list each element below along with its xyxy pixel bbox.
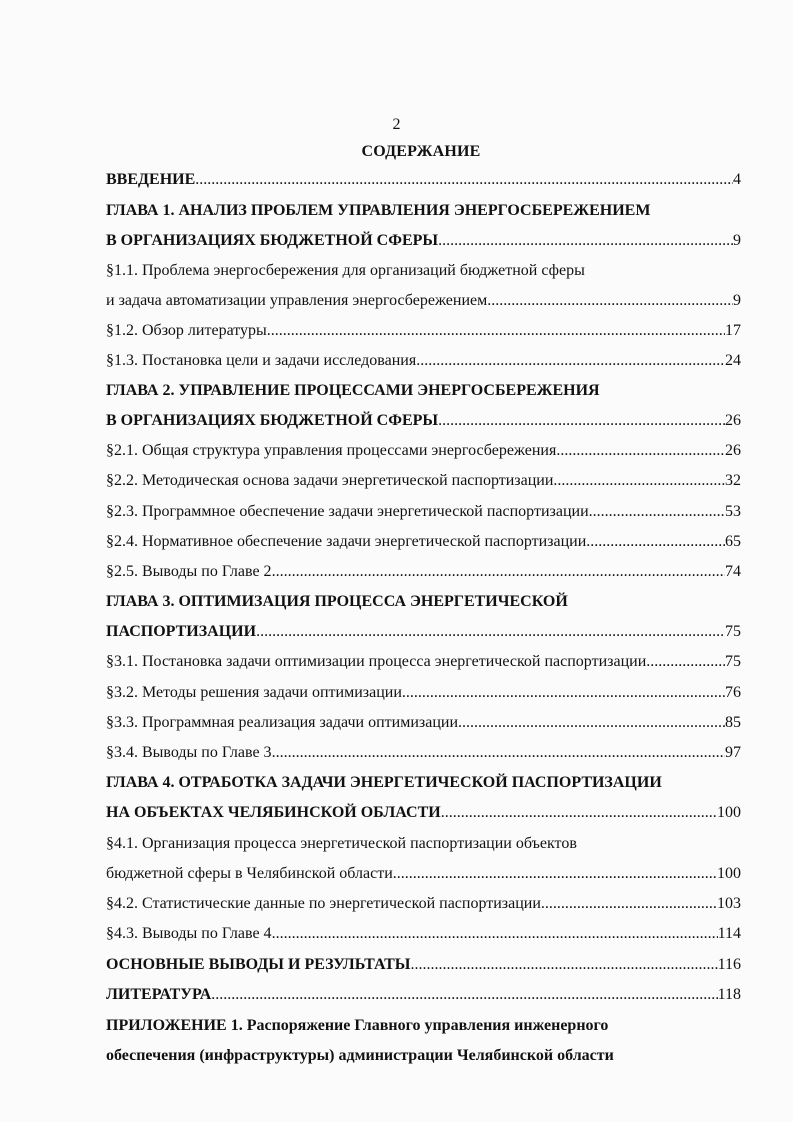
toc-leader-dots	[211, 984, 717, 1006]
toc-leader-dots	[646, 651, 725, 673]
toc-leader-dots	[195, 169, 733, 191]
toc-leader-dots	[553, 470, 725, 492]
page-title: СОДЕРЖАНИЕ	[361, 143, 481, 160]
toc-entry-text: ГЛАВА 4. ОТРАБОТКА ЗАДАЧИ ЭНЕРГЕТИЧЕСКОЙ ПАСПОРТИЗАЦИИ	[106, 774, 662, 791]
toc-entry-page: 4	[733, 171, 741, 188]
toc-entry-page: 75	[725, 653, 741, 670]
toc-leader-dots	[487, 290, 733, 312]
toc-chapter-4-heading-cont[interactable]	[106, 802, 741, 824]
toc-leader-dots	[256, 621, 725, 643]
toc-section-3-3[interactable]	[106, 712, 741, 734]
toc-entry-text: §3.2. Методы решения задачи оптимизации	[106, 684, 402, 701]
toc-entry-text: ВВЕДЕНИЕ	[106, 171, 196, 188]
toc-section-4-3[interactable]	[106, 923, 741, 945]
toc-section-1-3[interactable]	[106, 350, 741, 372]
toc-appendix-line-2: обеспечения (инфраструктуры) администрации Челябинской области	[106, 1047, 614, 1064]
toc-entry-page: 74	[725, 563, 741, 580]
toc-entry-page: 75	[725, 623, 741, 640]
toc-leader-dots	[272, 923, 718, 945]
toc-section-4-1-cont[interactable]	[106, 863, 741, 885]
toc-entry-text: §2.2. Методическая основа задачи энергетической паспортизации	[106, 472, 554, 489]
toc-leader-dots	[410, 954, 717, 976]
toc-entry-page: 100	[717, 865, 741, 882]
toc-leader-dots	[586, 531, 725, 553]
toc-entry-text: бюджетной сферы в Челябинской области	[106, 865, 393, 882]
toc-leader-dots	[556, 440, 725, 462]
toc-section-3-4[interactable]	[106, 742, 741, 764]
toc-section-3-1[interactable]	[106, 651, 741, 673]
toc-entry-page: 85	[725, 714, 741, 731]
toc-entry-text: В ОРГАНИЗАЦИЯХ БЮДЖЕТНОЙ СФЕРЫ	[106, 412, 439, 429]
toc-entry-page: 76	[725, 684, 741, 701]
toc-entry-page: 97	[725, 744, 741, 761]
toc-section-4-2[interactable]	[106, 893, 741, 915]
toc-appendix-1-cont[interactable]	[106, 1045, 746, 1067]
toc-entry-page: 116	[717, 956, 741, 973]
toc-leader-dots	[589, 501, 725, 523]
toc-entry-page: 65	[725, 533, 741, 550]
toc-section-2-1[interactable]	[106, 440, 741, 462]
toc-entry-text: §3.3. Программная реализация задачи оптимизации	[106, 714, 459, 731]
toc-entry-text: НА ОБЪЕКТАХ ЧЕЛЯБИНСКОЙ ОБЛАСТИ	[106, 804, 441, 821]
toc-section-4-1[interactable]	[106, 833, 741, 855]
toc-chapter-1-heading[interactable]	[106, 200, 741, 222]
toc-entry-text: §4.2. Статистические данные по энергетической паспортизации	[106, 895, 541, 912]
toc-leader-dots	[272, 742, 725, 764]
toc-appendix-1[interactable]	[106, 1015, 746, 1037]
toc-chapter-1-heading-cont[interactable]	[106, 230, 741, 252]
toc-entry-page: 24	[725, 352, 741, 369]
toc-entry-conclusions[interactable]	[106, 954, 741, 976]
toc-entry-text: ГЛАВА 3. ОПТИМИЗАЦИЯ ПРОЦЕССА ЭНЕРГЕТИЧЕСКОЙ	[106, 593, 568, 610]
toc-entry-text: ОСНОВНЫЕ ВЫВОДЫ И РЕЗУЛЬТАТЫ	[106, 956, 411, 973]
toc-chapter-2-heading[interactable]	[106, 380, 741, 402]
toc-entry-text: §2.3. Программное обеспечение задачи энергетической паспортизации	[106, 503, 589, 520]
toc-entry-introduction[interactable]	[106, 169, 741, 191]
toc-leader-dots	[441, 802, 717, 824]
toc-appendix-line-1: ПРИЛОЖЕНИЕ 1. Распоряжение Главного управления инженерного	[106, 1017, 609, 1034]
toc-leader-dots	[393, 863, 717, 885]
toc-entry-text: §3.4. Выводы по Главе 3	[106, 744, 272, 761]
toc-chapter-3-heading-cont[interactable]	[106, 621, 741, 643]
toc-entry-page: 32	[725, 472, 741, 489]
toc-section-1-1[interactable]	[106, 260, 741, 282]
toc-entry-text: §4.3. Выводы по Главе 4	[106, 925, 272, 942]
toc-leader-dots	[541, 893, 717, 915]
toc-section-2-5[interactable]	[106, 561, 741, 583]
toc-entry-text: ПАСПОРТИЗАЦИИ	[106, 623, 257, 640]
toc-leader-dots	[402, 682, 725, 704]
toc-entry-text: В ОРГАНИЗАЦИЯХ БЮДЖЕТНОЙ СФЕРЫ	[106, 232, 439, 249]
toc-section-3-2[interactable]	[106, 682, 741, 704]
toc-entry-text: ЛИТЕРАТУРА	[106, 986, 212, 1003]
toc-chapter-3-heading[interactable]	[106, 591, 741, 613]
toc-entry-page: 9	[733, 232, 741, 249]
toc-entry-text: ГЛАВА 1. АНАЛИЗ ПРОБЛЕМ УПРАВЛЕНИЯ ЭНЕРГОСБЕРЕЖЕНИЕМ	[106, 202, 651, 219]
toc-entry-page: 26	[725, 442, 741, 459]
toc-entry-text: §3.1. Постановка задачи оптимизации процесса энергетической паспортизации	[106, 653, 647, 670]
toc-leader-dots	[458, 712, 725, 734]
toc-section-1-2[interactable]	[106, 320, 741, 342]
toc-entry-text: §4.1. Организация процесса энергетической паспортизации объектов	[106, 835, 577, 852]
toc-entry-text: §2.1. Общая структура управления процессами энергосбережения	[106, 442, 557, 459]
toc-leader-dots	[267, 320, 725, 342]
toc-section-2-4[interactable]	[106, 531, 741, 553]
toc-entry-page: 9	[733, 292, 741, 309]
toc-leader-dots	[438, 230, 733, 252]
toc-entry-page: 53	[725, 503, 741, 520]
toc-entry-page: 26	[725, 412, 741, 429]
toc-entry-text: §1.2. Обзор литературы	[106, 322, 267, 339]
page-number: 2	[392, 116, 401, 133]
toc-entry-page: 114	[717, 925, 741, 942]
toc-section-1-1-cont[interactable]	[106, 290, 741, 312]
toc-leader-dots	[416, 350, 725, 372]
toc-chapter-4-heading[interactable]	[106, 772, 741, 794]
toc-entry-text: ГЛАВА 2. УПРАВЛЕНИЕ ПРОЦЕССАМИ ЭНЕРГОСБЕРЕЖЕНИЯ	[106, 382, 600, 399]
toc-section-2-2[interactable]	[106, 470, 741, 492]
toc-entry-page: 103	[717, 895, 741, 912]
toc-chapter-2-heading-cont[interactable]	[106, 410, 741, 432]
toc-entry-text: §2.5. Выводы по Главе 2	[106, 563, 272, 580]
toc-leader-dots	[438, 410, 725, 432]
toc-entry-text: §1.3. Постановка цели и задачи исследования	[106, 352, 417, 369]
toc-section-2-3[interactable]	[106, 501, 741, 523]
toc-entry-text: §1.1. Проблема энергосбережения для организаций бюджетной сферы	[106, 262, 585, 279]
toc-entry-page: 17	[725, 322, 741, 339]
toc-entry-page: 100	[717, 804, 741, 821]
toc-entry-text: и задача автоматизации управления энергосбережением	[106, 292, 488, 309]
toc-entry-page: 118	[717, 986, 741, 1003]
toc-leader-dots	[272, 561, 725, 583]
toc-entry-text: §2.4. Нормативное обеспечение задачи энергетической паспортизации	[106, 533, 587, 550]
toc-entry-literature[interactable]	[106, 984, 741, 1006]
